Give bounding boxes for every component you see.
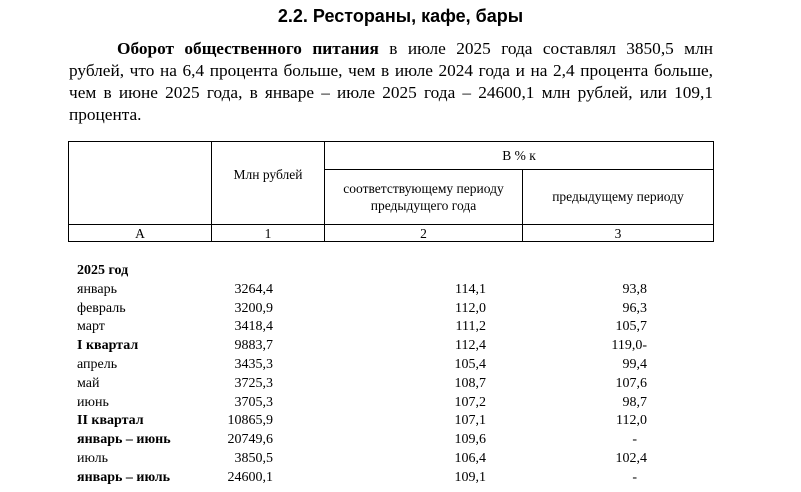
row-pct-prev-period: 112,0 [616, 413, 647, 429]
row-label: январь – июль [77, 469, 171, 485]
table-row [0, 412, 801, 431]
table-row [0, 356, 801, 375]
row-mln-rub: 3705,3 [234, 394, 273, 410]
row-mln-rub: 10865,9 [227, 413, 273, 429]
header-pct-group: В % к [502, 148, 536, 163]
row-mln-rub: 3850,5 [234, 450, 273, 466]
row-label: март [77, 319, 105, 335]
year-row [0, 262, 801, 281]
column-index-1: 1 [264, 226, 272, 241]
row-pct-prev-year: 111,2 [455, 319, 486, 335]
column-index-a: А [135, 226, 145, 241]
row-label: I квартал [77, 338, 139, 354]
row-mln-rub: 3200,9 [234, 300, 273, 316]
table-row [0, 281, 801, 300]
row-pct-prev-period: 107,6 [615, 375, 647, 391]
summary-text: в июле 2025 года составлял 3850,5 млн рублей, что на 6,4 процента больше, чем в июле 2024 года и на 2,4 процента больше, чем в июне 2025 года, в январе – июле 2025 года – 24600,1 млн рублей, или 109,1 процента. [69, 39, 713, 124]
table-header [68, 141, 714, 242]
row-pct-prev-year: 112,0 [455, 300, 486, 316]
year-label: 2025 год [77, 263, 129, 278]
row-mln-rub: 3435,3 [234, 356, 273, 372]
section-title: 2.2. Рестораны, кафе, бары [277, 6, 524, 26]
row-label: январь [77, 281, 117, 297]
table-row [0, 431, 801, 450]
row-pct-prev-period: - [632, 432, 637, 448]
row-pct-prev-period: 96,3 [622, 300, 647, 316]
row-label: июль [77, 450, 108, 466]
row-pct-prev-period: 93,8 [622, 281, 647, 297]
row-pct-prev-period: 99,4 [622, 356, 647, 372]
table-row [0, 337, 801, 356]
row-pct-prev-period: 98,7 [622, 394, 647, 410]
table-row [0, 375, 801, 394]
row-mln-rub: 20749,6 [227, 432, 273, 448]
header-pct-prev-year: соответствующему периоду предыдущего года [343, 181, 504, 213]
column-index-3: 3 [614, 226, 622, 241]
header-mln-rub: Млн рублей [233, 167, 303, 182]
table-row [0, 450, 801, 469]
row-label: май [77, 375, 100, 391]
row-pct-prev-year: 106,4 [454, 450, 486, 466]
row-mln-rub: 3264,4 [234, 281, 273, 297]
table-row [0, 318, 801, 337]
row-pct-prev-period: 105,7 [615, 319, 647, 335]
table-row [0, 300, 801, 319]
row-pct-prev-year: 109,1 [454, 469, 486, 485]
table-row [0, 469, 801, 488]
row-pct-prev-period: - [632, 469, 637, 485]
row-mln-rub: 3418,4 [234, 319, 273, 335]
row-label: II квартал [77, 413, 144, 429]
row-label: февраль [77, 300, 126, 316]
table-row [0, 394, 801, 413]
row-label: апрель [77, 356, 118, 372]
table-body [0, 262, 801, 488]
row-pct-prev-year: 108,7 [454, 375, 486, 391]
header-pct-prev-period: предыдущему периоду [552, 189, 684, 204]
column-index-2: 2 [420, 226, 427, 241]
row-label: январь – июнь [77, 432, 171, 448]
row-pct-prev-period: 102,4 [615, 450, 647, 466]
row-pct-prev-year: 112,4 [455, 338, 486, 354]
row-label: июнь [77, 394, 109, 410]
summary-paragraph [69, 38, 713, 126]
row-pct-prev-year: 109,6 [454, 432, 486, 448]
row-pct-prev-year: 107,2 [454, 394, 486, 410]
summary-lead: Оборот общественного питания [117, 39, 379, 58]
row-pct-prev-year: 114,1 [455, 281, 486, 297]
row-pct-prev-year: 105,4 [454, 356, 486, 372]
row-pct-prev-year: 107,1 [454, 413, 486, 429]
row-mln-rub: 9883,7 [234, 338, 273, 354]
row-mln-rub: 24600,1 [227, 469, 273, 485]
row-mln-rub: 3725,3 [234, 375, 273, 391]
header-divider [324, 169, 713, 170]
row-pct-prev-period: 119,0- [611, 338, 647, 354]
